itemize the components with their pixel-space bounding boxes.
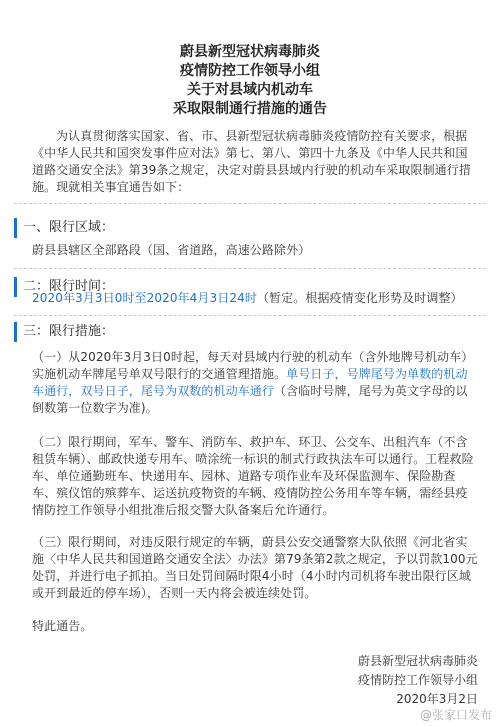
watermark: @张家口发布 xyxy=(419,708,492,722)
measure-1-text-a: （一）从2020年3月3日0时起，每天对县域内行驶的机动车（含外地牌号机动车）实施机动车牌尾号单双号限行的交通管理措施。 xyxy=(32,350,474,381)
title-line-1: 蔚县新型冠状病毒肺炎 xyxy=(180,44,320,60)
section-heading-measures xyxy=(14,322,114,342)
title-line-3: 关于对县域内机动车 xyxy=(187,82,313,98)
signature-line-1: 蔚县新型冠状病毒肺炎 xyxy=(357,654,478,668)
section-1-text: 蔚县县辖区全部路段（国、省道路，高速公路除外） xyxy=(32,243,311,257)
measure-paragraph-1 xyxy=(32,349,478,417)
measure-1-highlight: 单号日子，号牌尾号为单数的机动车通行，双号日子，尾号为双数的机动车通行 xyxy=(32,367,468,398)
signature-date: 2020年3月2日 xyxy=(396,692,478,706)
signature-block xyxy=(278,652,478,709)
measure-paragraph-2: （二）限行期间，军车、警车、消防车、救护车、环卫、公交车、出租汽车（不含租赁车辆）、邮政快递专用车、喷涂统一标识的制式行政执法车可以通行。工程救险车、单位通勤班车、快递用车、园林、道路专项作业车及环保监测车、保险勘查车、殡仪馆的殡葬车、运送抗疫物资的车辆、疫情防控公务用车等车辆，需经县疫情防控工作领导小组批准后报交警大队备案后允许通行。 xyxy=(32,435,474,517)
intro-paragraph: 为认真贯彻落实国家、省、市、县新型冠状病毒肺炎疫情防控有关要求，根据《中华人民共和国突发事件应对法》第七、第八、第四十九条及《中华人民共和国道路交通安全法》第39条之规定，决定对蔚县县域内行驶的机动车采取限制通行措施。现就相关事宜通告如下： xyxy=(32,129,471,194)
closing-text: 特此通告。 xyxy=(32,619,93,633)
section-2-label: 二：限行时间： xyxy=(23,279,115,294)
measure-1-text-b: （含临时号牌，尾号为英文字母的以倒数第一位数字为准)。 xyxy=(32,384,468,415)
divider-3 xyxy=(14,315,486,316)
divider-1 xyxy=(14,203,486,204)
restriction-note: （暂定。根据疫情变化形势及时调整） xyxy=(256,291,463,305)
signature-line-2: 疫情防控工作领导小组 xyxy=(357,673,478,687)
section-3-label: 三：限行措施： xyxy=(23,324,115,339)
restriction-period: 2020年3月3日0时至2020年4月3日24时 xyxy=(32,291,257,305)
section-1-label: 一、限行区域： xyxy=(23,220,115,235)
title-line-4: 采取限制通行措施的通告 xyxy=(173,101,327,117)
section-heading-area xyxy=(14,218,114,238)
divider-2 xyxy=(14,268,486,269)
measure-paragraph-3: （三）限行期间，对违反限行规定的车辆，蔚县公安交通警察大队依照《河北省实施〈中华人民共和国道路交通安全法〉办法》第79条第2款之规定，予以罚款100元处罚，并进行电子抓拍。当日处罚间隔时限4小时（4小时内司机将车驶出限行区域或开到最近的停车场），否则一天内将会被连续处罚。 xyxy=(32,535,478,600)
title-line-2: 疫情防控工作领导小组 xyxy=(180,63,320,79)
section-2-text xyxy=(32,290,478,307)
notice-title xyxy=(0,43,500,119)
